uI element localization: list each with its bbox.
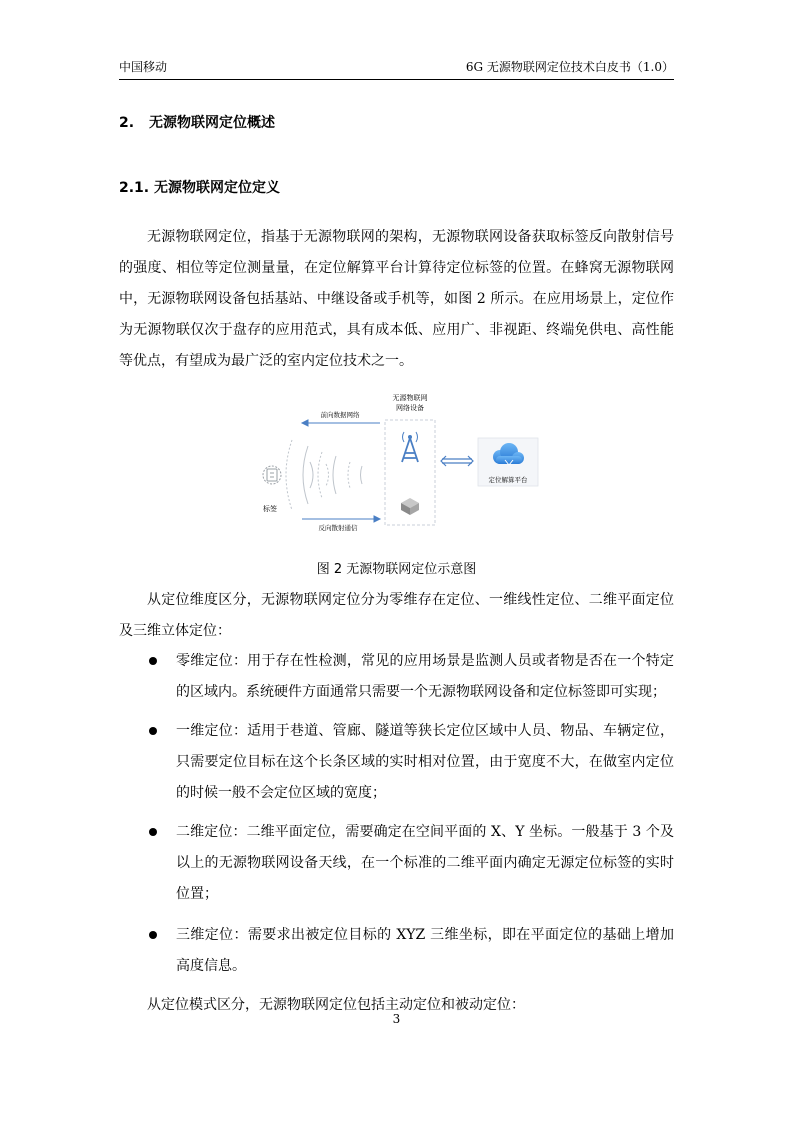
device-label-line1: 无源物联网 xyxy=(392,394,428,402)
signal-waves-icon xyxy=(286,440,362,510)
section-title: 无源物联网定位概述 xyxy=(149,115,275,131)
list-item-text: 零维定位：用于存在性检测，常见的应用场景是监测人员或者物是否在一个特定的区域内。系统硬件方面通常只需要一个无源物联网设备和定位标签即可实现； xyxy=(176,653,674,700)
positioning-diagram xyxy=(250,390,550,535)
header-right: 6G 无源物联网定位技术白皮书（1.0） xyxy=(465,60,674,74)
relay-device-icon xyxy=(401,498,419,515)
header-left: 中国移动 xyxy=(119,60,168,74)
page-number: 3 xyxy=(392,1012,401,1026)
forward-arrow xyxy=(302,420,380,426)
list-item-text: 一维定位：适用于巷道、管廊、隧道等狭长定位区域中人员、物品、车辆定位，只需要定位目标在这个长条区域的实时相对位置，由于宽度不大，在做室内定位的时候一般不会定位区域的宽度； xyxy=(176,723,674,801)
platform-label: 定位解算平台 xyxy=(488,476,528,484)
paragraph-definition: 无源物联网定位，指基于无源物联网的架构，无源物联网设备获取标签反向散射信号的强度、相位等定位测量量，在定位解算平台计算待定位标签的位置。在蜂窝无源物联网中，无源物联网设备包括基站、中继设备或手机等，如图 2 所示。在应用场景上，定位作为无源物联仅次于盘存的应用范式，具有成本低、应用广、非视距、终端免供电、高性能等优点，有望成为最广泛的室内定位技术之一。 xyxy=(119,229,674,369)
tag-label: 标签 xyxy=(263,505,277,513)
section-heading xyxy=(119,112,275,132)
list-item-text: 二维定位：二维平面定位，需要确定在空间平面的 X、Y 坐标。一般基于 3 个及以上的无源物联网设备天线，在一个标准的二维平面内确定无源定位标签的实时位置； xyxy=(176,824,674,902)
list-item xyxy=(119,817,674,910)
device-label-line2: 网络设备 xyxy=(396,404,424,412)
figure-diagram xyxy=(250,390,550,535)
list-item-text: 三维定位：需要求出被定位目标的 XYZ 三维坐标，即在平面定位的基础上增加高度信息。 xyxy=(176,927,674,974)
forward-label: 前向数据网络 xyxy=(320,411,360,419)
bullet-dot xyxy=(149,727,157,735)
figure-caption: 图 2 无源物联网定位示意图 xyxy=(316,562,477,577)
backward-label: 反向散射通信 xyxy=(318,524,358,532)
base-station-icon xyxy=(402,432,418,462)
bullet-dot xyxy=(149,657,157,665)
bullet-dot xyxy=(149,931,157,939)
backward-arrow xyxy=(302,516,380,522)
section-number: 2. xyxy=(119,115,135,131)
paragraph-dimension: 从定位维度区分，无源物联网定位分为零维存在定位、一维线性定位、二维平面定位及三维立体定位： xyxy=(119,592,674,639)
subsection-heading: 2.1. 无源物联网定位定义 xyxy=(119,180,280,196)
paragraph-mode: 从定位模式区分，无源物联网定位包括主动定位和被动定位： xyxy=(147,997,525,1013)
tag-icon xyxy=(263,466,281,484)
list-item xyxy=(119,646,674,708)
list-item xyxy=(119,920,674,982)
page-header xyxy=(119,57,674,80)
list-item xyxy=(119,716,674,809)
double-arrow-icon xyxy=(441,456,473,466)
bullet-dot xyxy=(149,828,157,836)
